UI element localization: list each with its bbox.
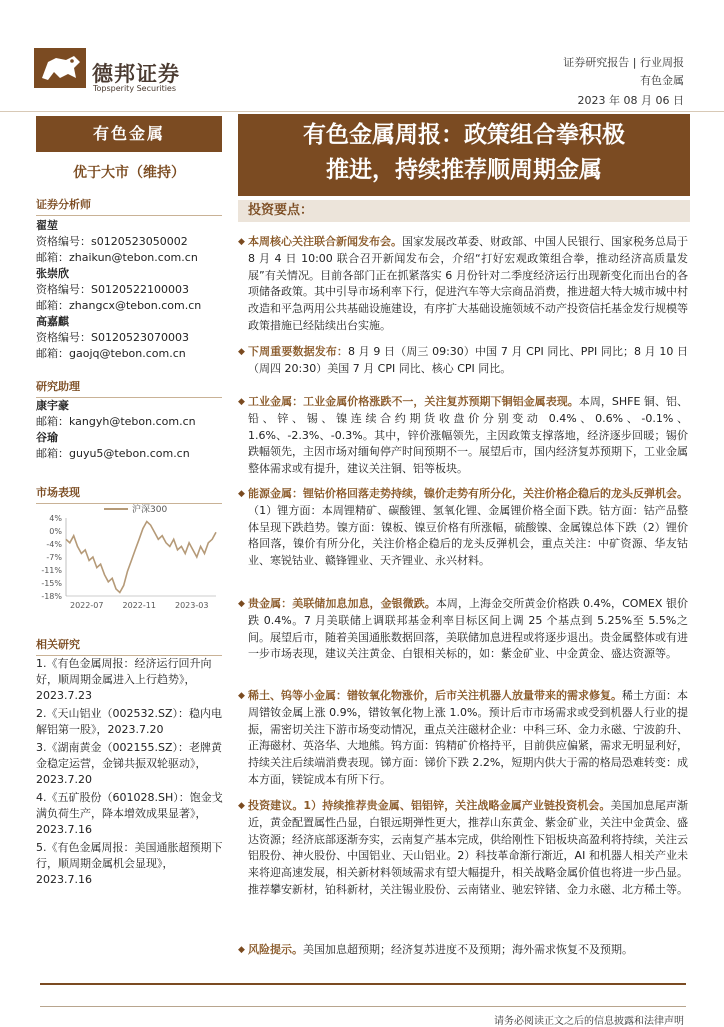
related-item[interactable]: 2.《天山铝业（002532.SZ）：稳内电解铝第一股》，2023.7.20	[36, 707, 223, 736]
market-chart	[36, 500, 226, 612]
logo-icon	[34, 48, 86, 88]
assistant-email[interactable]: 邮箱：guyu5@tebon.com.cn	[36, 447, 190, 460]
report-date: 2023 年 08 月 06 日	[577, 94, 684, 107]
header-divider	[0, 111, 724, 112]
y-tick-label: -15%	[41, 579, 62, 588]
analyst-name: 张崇欣	[36, 267, 69, 280]
para-precious-metals: ◆ 贵金属：美联储加息加息，金银微跌。本周，上海金交所黄金价格跌 0.4%，COMEX 银价跌 0.4%。7 月美联储上调联邦基金利率目标区间上调 25 个基点到 5.25%至 5.5%之间。展望后市，随着美国通胀数据回落，美联储加息进程或将逐步退出。贵金属整体或有进一步市场表现，建议关注黄金、白银相关标的，如：紫金矿业、中金黄金、盛达资源等。	[238, 597, 688, 661]
report-type: 证券研究报告 | 行业周报	[563, 56, 684, 69]
industry-box: 有色金属	[36, 116, 222, 152]
para-industrial-metals: ◆ 工业金属：工业金属价格涨跌不一，关注复苏预期下铜铝金属表现。本周，SHFE 铜、铝、铅、锌、锡、镍连续合约期货收盘价分别变动 0.4%、0.6%、-0.1%、1.6%、-2.3%、-0.3%。其中，锌价涨幅领先，主因政策支撑落地，经济逐步回暖；锡价跌幅领先，主因市场对缅甸停产时间预期不一。展望后市，国内经济复苏预期下，工业金属整体需求或有提升，建议关注铜、铝等板块。	[238, 395, 689, 476]
analyst-email[interactable]: 邮箱：zhangcx@tebon.com.cn	[36, 299, 202, 312]
market-title: 市场表现	[36, 484, 222, 504]
related-item[interactable]: 5.《有色金属周报：美国通胀超预期下行，顺周期金属机会显现》， 2023.7.16	[36, 841, 223, 886]
series-line	[66, 522, 216, 593]
analyst-email[interactable]: 邮箱：zhaikun@tebon.com.cn	[36, 251, 198, 264]
x-tick-label: 2022-07	[70, 601, 104, 610]
analyst-name: 高嘉麒	[36, 315, 69, 328]
assistant-name: 康宇豪	[36, 399, 69, 412]
related-item[interactable]: 1.《有色金属周报：经济运行回升向好，顺周期金属进入上行趋势》， 2023.7.23	[36, 657, 212, 702]
assist-title: 研究助理	[36, 378, 222, 398]
assistant-email[interactable]: 邮箱：kangyh@tebon.com.cn	[36, 415, 196, 428]
logo-subtitle: Topsperity Securities	[93, 84, 177, 93]
related-item[interactable]: 4.《五矿股份（601028.SH）：饱金戈满负荷生产，降本增效成果显著》， 2023.7.16	[36, 791, 223, 836]
para-investment: ◆ 投资建议。1）持续推荐贵金属、铝铝锌，关注战略金属产业链投资机会。美国加息尾声渐近，黄金配置属性凸显，白银远期弹性更大，推荐山东黄金、紫金矿业，关注中金黄金、盛达资源；经济底部逐渐夯实，云南复产基本完成，供给刚性下铝板块高盈利将持续，关注云铝股份、神火股份、中国铝业、天山铝业。2）科技革命渐行渐近，AI 和机器人相关产业未来将迎高速发展，相关新材料领域需求有望大幅提升，相关战略金属价值也将进一步凸显。推荐攀安新材，铂科新材，关注锡业股份、云南锗业、驰宏锌锗、金力永磁、北方稀土等。	[238, 799, 688, 896]
y-tick-label: -18%	[41, 592, 62, 601]
analyst-cert: 资格编号：S0120522100003	[36, 283, 189, 296]
assistant-list	[36, 398, 226, 462]
y-tick-label: 4%	[49, 514, 62, 523]
assistant-name: 谷瑜	[36, 431, 58, 444]
analyst-cert: 资格编号：S0120523070003	[36, 331, 189, 344]
rating: 优于大市（维持）	[73, 165, 185, 181]
footer-divider-thin	[40, 1006, 686, 1007]
analyst-cert: 资格编号：s0120523050002	[36, 235, 188, 248]
industry-label: 有色金属	[640, 74, 684, 87]
y-tick-label: -7%	[46, 553, 62, 562]
analyst-email[interactable]: 邮箱：gaojq@tebon.com.cn	[36, 347, 186, 360]
analyst-list	[36, 218, 226, 362]
x-tick-label: 2023-03	[175, 601, 209, 610]
para-risk: ◆ 风险提示。美国加息超预期；经济复苏进度不及预期；海外需求恢复不及预期。	[238, 943, 633, 956]
related-title: 相关研究	[36, 636, 222, 656]
y-tick-label: 0%	[49, 527, 62, 536]
para-minor-metals: ◆ 稀土、钨等小金属：镨钕氧化物涨价，后市关注机器人放量带来的需求修复。稀土方面：本周镨钕金属上涨 0.9%，镨钕氧化物上涨 1.0%。预计后市市场需求或受到机器人行业的提振，需密切关注下游市场变动情况，重点关注磁材企业：中科三环、金力永磁、宁波韵升、正海磁材、英洛华、大地熊。钨方面：钨精矿价格持平，目前供应偏紧，需求无明显利好，持续关注后续端消费表现。锑方面：锑价下跌 2.2%，短期内供大于需的格局恐难转变：成本方面，镁锭成本有所下行。	[238, 689, 688, 786]
para-data: ◆ 下周重要数据发布：8 月 9 日（周三 09:30）中国 7 月 CPI 同比、PPI 同比；8 月 10 日（周四 20:30）美国 7 月 CPI 同比、核心 CPI 同比。	[238, 345, 689, 375]
footer-divider	[40, 983, 686, 985]
related-item[interactable]: 3.《湖南黄金（002155.SZ）：老牌黄金稳定运营，金锑共振双轮驱动》， 2023.7.20	[36, 741, 223, 786]
y-tick-label: -4%	[46, 540, 62, 549]
key-points-header: 投资要点：	[238, 200, 690, 222]
footer-disclaimer: 请务必阅读正文之后的信息披露和法律声明	[494, 1016, 684, 1027]
logo-text: 德邦证券	[92, 62, 180, 86]
analysts-title: 证券分析师	[36, 196, 222, 216]
y-tick-label: -11%	[41, 566, 62, 575]
report-title: 有色金属周报：政策组合拳积极 推进，持续推荐顺周期金属	[238, 114, 690, 196]
para-energy-metals: ◆ 能源金属：锂钴价格回落走势持续，镍价走势有所分化，关注价格企稳后的龙头反弹机会。（1）锂方面：本周锂精矿、碳酸锂、氢氧化锂、金属锂价格全面下跌。钴方面：钴产品整体呈现下跌趋势。镍方面：镍板、镍豆价格有所涨幅，硫酸镍、金属镍总体下跌（2）锂价格回落，镍价有所分化，关注价格企稳后的龙头反弹机会，重点关注：中矿资源、华友钴业、寒锐钴业、赣锋锂业、天齐锂业、永兴材料。	[238, 487, 688, 568]
para-news: ◆ 本周核心关注联合新闻发布会。国家发展改革委、财政部、中国人民银行、国家税务总局于 8 月 4 日 10:00 联合召开新闻发布会，介绍“打好宏观政策组合拳，推动经济高质量发展”有关情况。目前各部门正在抓紧落实 6 月份针对二季度经济运行出现新变化而出台的各项储备政策。其中引导市场利率下行，促进汽车等大宗商品消费，推进超大特大城市城中村改造和平急两用公共基础设施建设，有序扩大基础设施领域不动产投资信托基金发行规模等政策措施已经陆续出台实施。	[238, 235, 688, 332]
x-tick-label: 2022-11	[122, 601, 156, 610]
analyst-name: 翟堃	[36, 219, 58, 232]
legend-label: 沪深300	[132, 505, 168, 515]
